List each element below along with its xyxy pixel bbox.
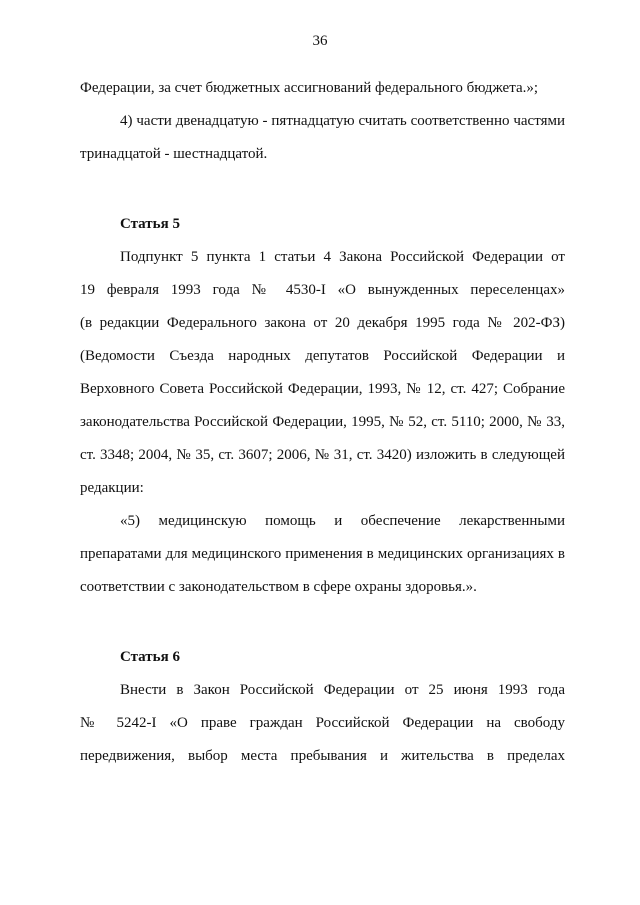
text-line: законодательства Российской Федерации, 1995, № 52, ст. 5110; 2000, № 33, [80,414,565,430]
text-line: передвижения, выбор места пребывания и жительства в пределах [80,748,565,764]
text-line: препаратами для медицинского применения в медицинских организациях в [80,546,565,562]
text-line: (Ведомости Съезда народных депутатов Российской Федерации и [80,348,565,364]
text-line: Федерации, за счет бюджетных ассигнований федерального бюджета.»; [80,80,539,96]
text-line: Верховного Совета Российской Федерации, 1993, № 12, ст. 427; Собрание [80,381,565,397]
text-line: № 5242-I «О праве граждан Российской Федерации на свободу [80,715,565,731]
text-line: соответствии с законодательством в сфере охраны здоровья.». [80,579,477,595]
article-5-quoted-item [80,505,565,604]
article-6-heading: Статья 6 [120,649,180,665]
text-line: тринадцатой - шестнадцатой. [80,146,268,162]
document-body [80,72,565,773]
article-5-heading: Статья 5 [120,216,180,232]
paragraph-continuation [80,72,565,105]
text-line: Внести в Закон Российской Федерации от 25 июня 1993 года [120,682,565,698]
text-line: «5) медицинскую помощь и обеспечение лекарственными [120,513,565,529]
text-line: редакции: [80,480,144,496]
paragraph-item-4 [80,105,565,171]
text-line: 19 февраля 1993 года № 4530-I «О вынужденных переселенцах» [80,282,565,298]
text-line: (в редакции Федерального закона от 20 декабря 1995 года № 202-ФЗ) [80,315,565,331]
text-line: 4) части двенадцатую - пятнадцатую считать соответственно частями [120,113,565,129]
article-5-paragraph [80,241,565,505]
text-line: ст. 3348; 2004, № 35, ст. 3607; 2006, № 31, ст. 3420) изложить в следующей [80,447,565,463]
page-number: 36 [312,33,328,49]
text-line: Подпункт 5 пункта 1 статьи 4 Закона Российской Федерации от [120,249,565,265]
article-6-paragraph [80,674,565,773]
